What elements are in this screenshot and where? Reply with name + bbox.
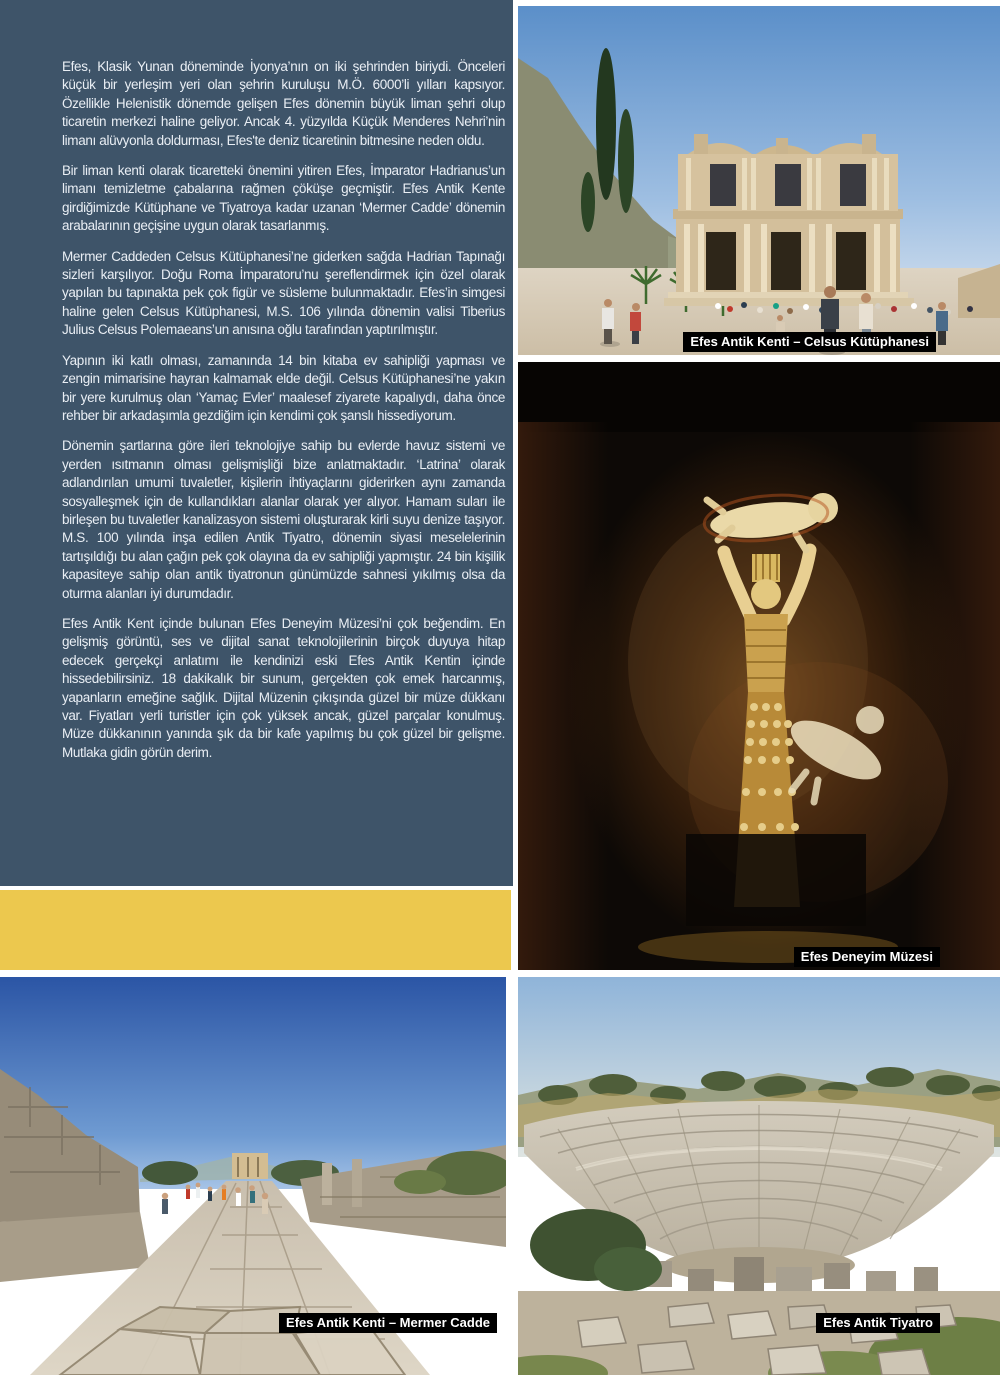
altar-base (686, 834, 866, 926)
cypress-tree (581, 172, 595, 232)
photo-caption-deneyim: Efes Deneyim Müzesi (794, 947, 940, 967)
yellow-divider-bar (0, 890, 511, 970)
celsus-library-illustration (518, 6, 1000, 355)
cypress-tree (596, 48, 616, 200)
article-paragraph-6: Efes Antik Kent içinde bulunan Efes Deneyim Müzesi’ni çok beğendim. En gelişmiş görüntü, ses ve dijital sanat teknolojilerinin birçok duyuya hitap edecek gerçekçi anlatımı ile kendinizi eski Efes Antik Kentin içinde hissedebilirsiniz. 18 dakikalık bir sunum, gerçekten çok emek harcanmış, yapanların emeğine sağlık. Dijital Müzenin çıkışında güzel bir müze dükkanı var. Fiyatları yerli turistler için çok yüksek ancak, güzel parçalar konulmuş. Müze dükkanının yanında şık da bir kafe yapılmış bu çok güzel bir gelişme. Mutlaka gidin görün derim. (62, 615, 505, 760)
photo-caption-mermer: Efes Antik Kenti – Mermer Cadde (279, 1313, 497, 1333)
photo-mermer-cadde (0, 977, 506, 1375)
photo-deneyim-muzesi (518, 362, 1000, 970)
article-text-panel (0, 0, 513, 886)
article-paragraph-1: Efes, Klasik Yunan döneminde İyonya’nın on iki şehrinden biriydi. Önceleri küçük bir yerleşim yeri olan şehrin kuruluşu M.Ö. 6000’li yılları kapsıyor. Özellikle Helenistik dönemde gelişen Efes dönemin büyük liman şehri olup ticaretin merkezi haline geliyor. Ancak 4. yüzyılda Küçük Menderes Nehri’nin limanı alüvyonla doldurması, Efes'te deniz ticaretinin bitmesine neden oldu. (62, 59, 505, 148)
article-paragraph-4: Yapının iki katlı olması, zamanında 14 bin kitaba ev sahipliği yapması ve zengin mimarisine hayran kalmamak elde değil. Celsus Kütüphanesi’ne yakın bir yere kurulmuş olan ‘Yamaç Evler’ maalesef ziyarete kapalıydı, daha önce rehber bir arkadaşımla gezdiğim için kendimi çok şanslı hissediyorum. (62, 352, 505, 423)
head (751, 579, 781, 609)
cypress-tree (618, 109, 634, 213)
photo-caption-celsus: Efes Antik Kenti – Celsus Kütüphanesi (683, 332, 936, 352)
library-facade (664, 134, 914, 306)
photo-celsus-library (518, 6, 1000, 355)
article-paragraph-2: Bir liman kenti olarak ticaretteki önemini yitiren Efes, İmparator Hadrianus’un limanı temizletme çabalarına rağmen çöküşe geçmiştir. Efes Antik Kente girdiğimizde Kütüphane ve Tiyatroya kadar uzanan ‘Mermer Cadde’ dönemin arabalarının geçişine uygun olarak tasarlanmış. (62, 163, 505, 234)
article-paragraph-3: Mermer Caddeden Celsus Kütüphanesi’ne giderken sağda Hadrian Tapınağı sizleri karşılıyor. Doğu Roma İmparatoru’nu şereflendirmek için özel olarak yapılan bu tapınakta pek çok figür ve süsleme bulunmaktadır. Efes’in simgesi haline gelen Celsus Kütüphanesi, M.S. 106 yılında dönemin valisi Tiberius Julius Celsus Polemaeans’un anısına oğlu tarafından yaptırılmıştır. (62, 248, 505, 338)
deneyim-muzesi-illustration (518, 362, 1000, 970)
article-paragraph-5: Dönemin şartlarına göre ileri teknolojiye sahip bu evlerde havuz sistemi ve yerden ısıtmanın olması gelişmişliği bize anlatmaktadır. ‘Latrina’ olarak adlandırılan umumi tuvaletler, kişilerin ihtiyaçlarını giderirken aynı zamanda sosyalleşmek için de kullandıkları alanlar olarak yer alıyor. Hamam suları ile birleşen bu tuvaletler kanalizasyon sistemi oluşturarak kirli suyu denize taşıyor. M.S. 100 yılında inşa edilen Antik Tiyatro, dönemin siyasi meselelerinin tartışıldığı bu alan çağın pek çok olayına da ev sahipliği yapmıştır. 24 bin kişilik kapasiteye sahip olan antik tiyatronun günümüzde sahnesi yıkılmış olsa da oturma alanları iyi durumdadır. (62, 438, 505, 601)
photo-antik-tiyatro (518, 977, 1000, 1375)
photo-caption-tiyatro: Efes Antik Tiyatro (816, 1313, 940, 1333)
